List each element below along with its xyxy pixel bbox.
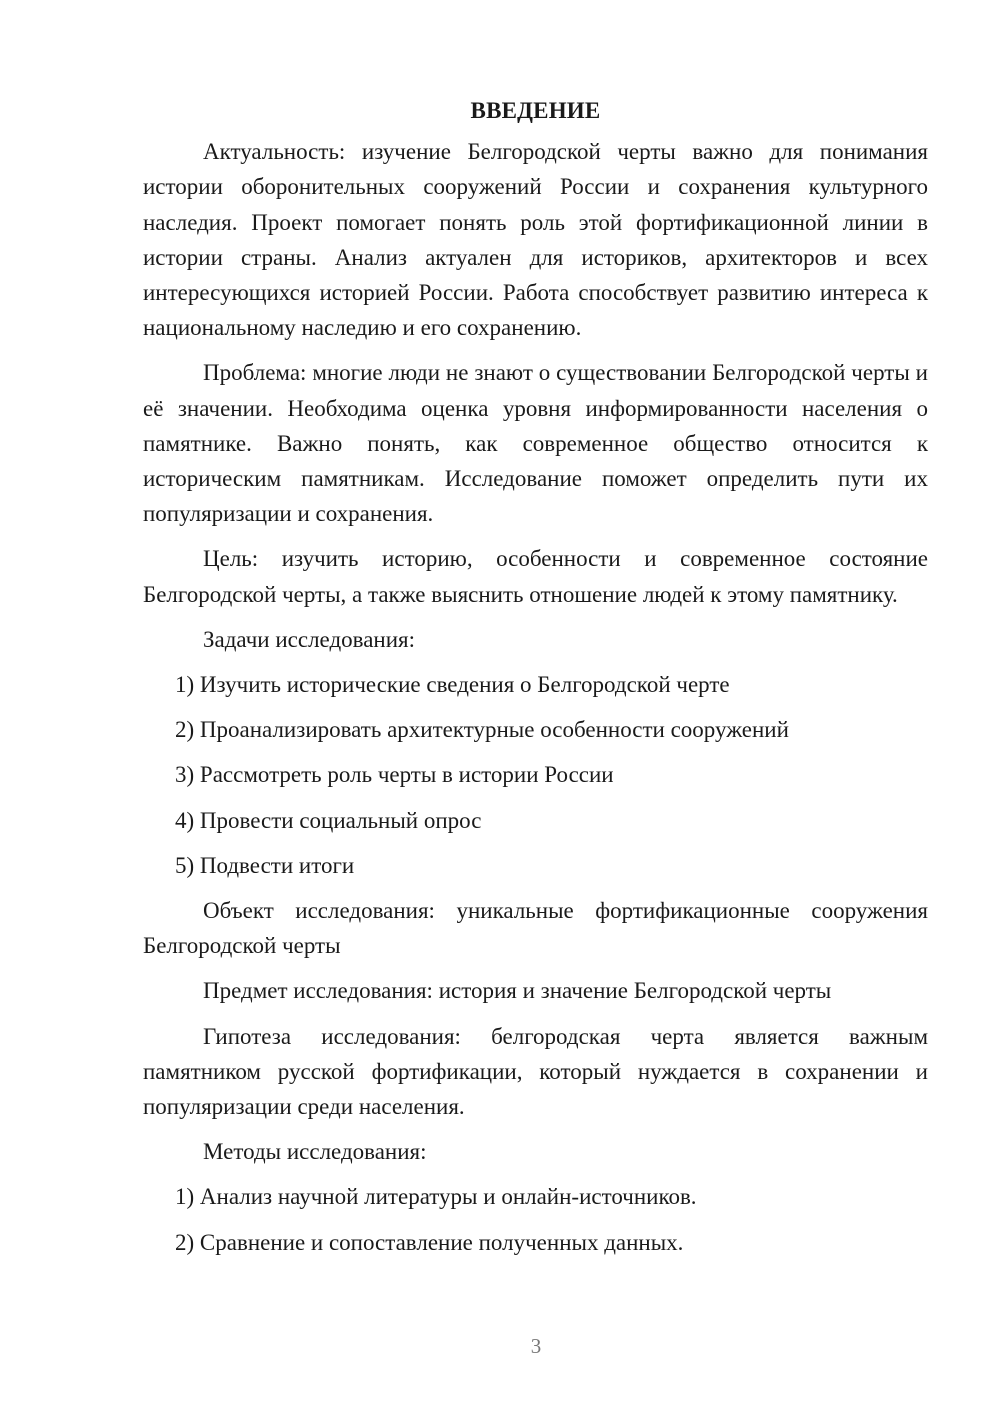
problem-paragraph: Проблема: многие люди не знают о существовании Белгородской черты и её значении. Необходима оценка уровня информированности населения о памятнике. Важно понять, как современное общество относится к историческим памятникам. Исследование поможет определить пути их популяризации и сохранения. — [143, 360, 928, 527]
relevance-paragraph: Актуальность: изучение Белгородской черты важно для понимания истории оборонительных сооружений России и сохранения культурного наследия. Проект помогает понять роль этой фортификационной линии в истории страны. Анализ актуален для историков, архитекторов и всех интересующихся историей России. Работа способствует развитию интереса к национальному наследию и его сохранению. — [143, 139, 928, 341]
list-item: 2) Проанализировать архитектурные особенности сооружений — [175, 717, 789, 743]
goal-paragraph: Цель: изучить историю, особенности и современное состояние Белгородской черты, а также выяснить отношение людей к этому памятнику. — [143, 546, 928, 607]
methods-list — [143, 1179, 928, 1259]
object-paragraph: Объект исследования: уникальные фортификационные сооружения Белгородской черты — [143, 898, 928, 959]
subject-paragraph: Предмет исследования: история и значение Белгородской черты — [203, 978, 832, 1004]
page-number: 3 — [530, 1334, 542, 1358]
list-item: 1) Анализ научной литературы и онлайн-источников. — [175, 1184, 697, 1210]
page-content — [143, 93, 928, 1270]
tasks-list — [143, 667, 928, 883]
hypothesis-paragraph: Гипотеза исследования: белгородская черта является важным памятником русской фортификации, который нуждается в сохранении и популяризации среди населения. — [143, 1023, 928, 1120]
list-item: 1) Изучить исторические сведения о Белгородской черте — [175, 672, 730, 698]
list-item: 3) Рассмотреть роль черты в истории России — [175, 762, 614, 788]
methods-heading: Методы исследования: — [203, 1139, 427, 1165]
list-item: 4) Провести социальный опрос — [175, 807, 482, 833]
tasks-heading: Задачи исследования: — [203, 626, 416, 652]
list-item: 2) Сравнение и сопоставление полученных данных. — [175, 1229, 684, 1255]
list-item: 5) Подвести итоги — [175, 852, 355, 878]
page-title: ВВЕДЕНИЕ — [470, 98, 601, 123]
